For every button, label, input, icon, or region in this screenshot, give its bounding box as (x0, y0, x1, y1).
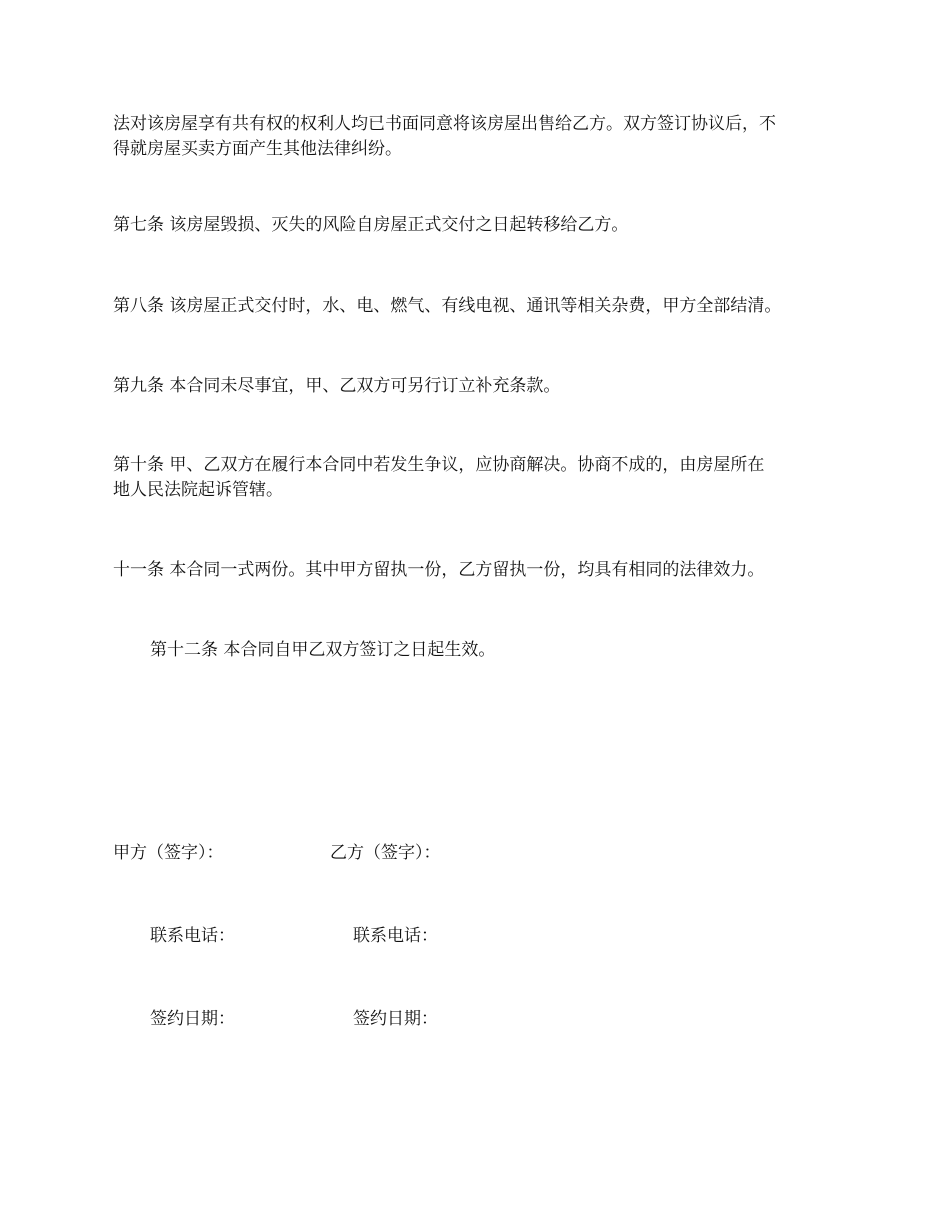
article-10-line-1: 第十条 甲、乙双方在履行本合同中若发生争议，应协商解决。协商不成的，由房屋所在 (113, 455, 765, 475)
party-a-date-label: 签约日期： (150, 1009, 235, 1029)
article-7: 第七条 该房屋毁损、灭失的风险自房屋正式交付之日起转移给乙方。 (113, 215, 629, 235)
article-6-line-2: 得就房屋买卖方面产生其他法律纠纷。 (113, 139, 402, 159)
article-10-line-2: 地人民法院起诉管辖。 (113, 480, 283, 500)
party-a-signature-label: 甲方（签字）： (113, 843, 224, 863)
article-6-line-1: 法对该房屋享有共有权的权利人均已书面同意将该房屋出售给乙方。双方签订协议后，不 (113, 114, 776, 134)
article-9: 第九条 本合同未尽事宜，甲、乙双方可另行订立补充条款。 (113, 376, 561, 396)
party-b-date-label: 签约日期： (353, 1009, 438, 1029)
article-10 (113, 453, 845, 503)
party-b-signature-label: 乙方（签字）： (330, 843, 441, 863)
article-8: 第八条 该房屋正式交付时，水、电、燃气、有线电视、通讯等相关杂费，甲方全部结清。 (113, 296, 782, 316)
article-11: 十一条 本合同一式两份。其中甲方留执一份，乙方留执一份，均具有相同的法律效力。 (113, 560, 765, 580)
article-12: 第十二条 本合同自甲乙双方签订之日起生效。 (150, 640, 496, 660)
party-b-phone-label: 联系电话： (353, 926, 438, 946)
article-6-continuation (113, 112, 845, 162)
party-a-phone-label: 联系电话： (150, 926, 235, 946)
